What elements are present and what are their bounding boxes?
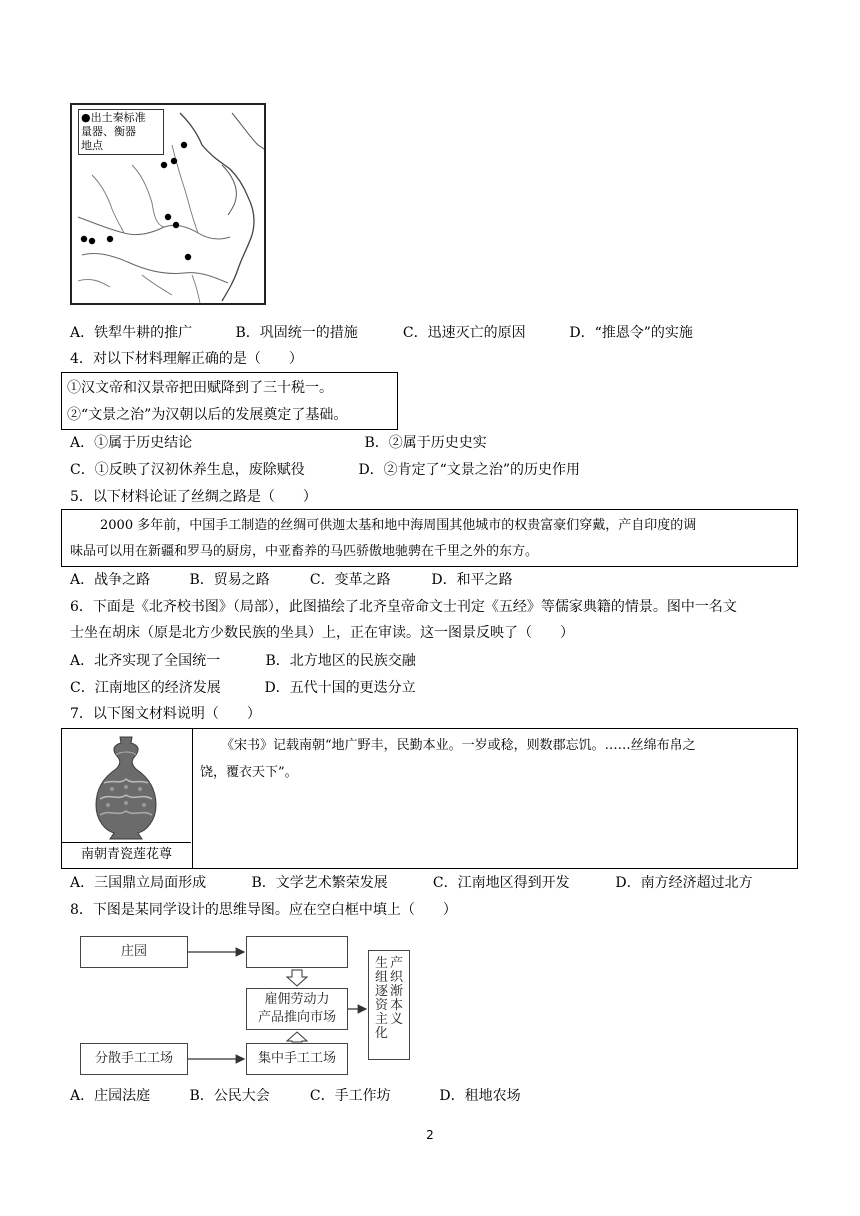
q4-options-row-2 [70, 460, 580, 480]
q5-option-d: D．和平之路 [431, 572, 513, 588]
q5-material-line-1: 2000 多年前，中国手工制造的丝绸可供迦太基和地中海周围其他城市的权贵富豪们穿戴，产自印度的调 [100, 518, 697, 533]
legend-line: ●出土秦标准 [81, 111, 146, 124]
q4-material-line-2: ②“文景之治”为汉朝以后的发展奠定了基础。 [67, 407, 348, 423]
q3-option-a: A．铁犁牛耕的推广 [70, 325, 193, 341]
q7-text-line-1: 《宋书》记载南朝“地广野丰，民勤本业。一岁或稔，则数郡忘饥。……丝绵布帛之 [221, 738, 696, 753]
q4-option-b: B．②属于历史史实 [364, 435, 487, 451]
q6-options-row-1 [70, 651, 416, 671]
q6-stem-line-2: 士坐在胡床（原是北方少数民族的坐具）上，正在审读。这一图景反映了（ ） [70, 625, 574, 641]
q3-option-b: B．巩固统一的措施 [235, 325, 358, 341]
q5-material-box [61, 509, 798, 567]
box-manor: 庄园 [80, 936, 188, 968]
q3-option-d: D．“推恩令”的实施 [569, 325, 693, 341]
q5-options [70, 570, 513, 590]
celadon-vase-image [86, 733, 166, 841]
q4-option-c: C．①反映了汉初休养生息，废除赋役 [70, 462, 305, 478]
q5-material-line-2: 味品可以用在新疆和罗马的厨房，中亚畜养的马匹骄傲地驰骋在千里之外的东方。 [70, 544, 539, 559]
q3-option-c: C．迅速灭亡的原因 [402, 325, 526, 341]
cap-char: 义 [390, 1012, 404, 1027]
q4-option-a: A．①属于历史结论 [70, 435, 193, 451]
q7-options [70, 873, 753, 893]
box-blank [246, 936, 348, 968]
q8-option-a: A．庄园法庭 [70, 1088, 151, 1104]
q7-image-caption: 南朝青瓷莲花尊 [62, 842, 191, 868]
map-legend [78, 109, 164, 155]
q7-option-d: D．南方经济超过北方 [615, 875, 753, 891]
cap-char: 主 [374, 1012, 388, 1027]
q5-stem: 5．以下材料论证了丝绸之路是（ ） [70, 489, 317, 505]
q6-option-a: A．北齐实现了全国统一 [70, 653, 221, 669]
cap-char: 逐 [374, 984, 388, 999]
legend-dot-icon: ● [81, 111, 91, 124]
box-wage-line-1: 雇佣劳动力 [264, 992, 330, 1007]
q8-options [70, 1086, 521, 1106]
page-number: 2 [426, 1128, 434, 1142]
cap-char: 本 [390, 998, 404, 1013]
cap-char: 资 [374, 998, 388, 1013]
q6-options-row-2 [70, 678, 416, 698]
box-wage-line-2: 产品推向市场 [257, 1010, 336, 1025]
cap-char: 化 [374, 1026, 388, 1041]
q7-image-cell [62, 729, 193, 868]
q7-stem: 7．以下图文材料说明（ ） [70, 706, 261, 722]
q3-options [70, 323, 693, 343]
site-marker [181, 142, 187, 148]
hollow-arrow-up [287, 1032, 307, 1042]
box-wage-labor [246, 988, 348, 1030]
q7-option-a: A．三国鼎立局面形成 [70, 875, 207, 891]
q7-option-b: B．文学艺术繁荣发展 [251, 875, 388, 891]
box-capitalism [368, 950, 410, 1060]
q6-option-c: C．江南地区的经济发展 [70, 680, 221, 696]
site-marker [185, 254, 191, 260]
cap-char: 织 [390, 970, 404, 985]
box-scattered-workshop: 分散手工工场 [80, 1043, 188, 1075]
site-marker [161, 162, 167, 168]
hollow-arrow-down [287, 970, 307, 986]
q5-option-b: B．贸易之路 [189, 572, 270, 588]
box-centralized-workshop: 集中手工工场 [246, 1043, 348, 1075]
site-marker [107, 236, 113, 242]
cap-char: 生 [374, 956, 388, 971]
site-marker [171, 158, 177, 164]
q6-option-d: D．五代十国的更迭分立 [264, 680, 416, 696]
q7-material-table [61, 728, 798, 869]
q7-option-c: C．江南地区得到开发 [432, 875, 570, 891]
q8-mind-map [70, 930, 420, 1080]
legend-line: 量器、衡器 [81, 125, 136, 138]
q4-material-line-1: ①汉文帝和汉景帝把田赋降到了三十税一。 [67, 380, 333, 396]
map-figure [70, 103, 266, 305]
site-marker [173, 222, 179, 228]
q7-text-line-2: 饶，覆衣天下”。 [200, 765, 298, 780]
q8-stem: 8．下图是某同学设计的思维导图。应在空白框中填上（ ） [70, 902, 457, 918]
site-marker [81, 236, 87, 242]
q4-options-row-1 [70, 433, 487, 453]
site-marker [165, 214, 171, 220]
cap-char: 渐 [390, 984, 404, 999]
q8-option-b: B．公民大会 [189, 1088, 270, 1104]
q4-option-d: D．②肯定了“文景之治”的历史作用 [358, 462, 580, 478]
q4-stem: 4．对以下材料理解正确的是（ ） [70, 351, 303, 367]
q8-option-c: C．手工作坊 [309, 1088, 391, 1104]
q4-material-box [61, 372, 398, 430]
site-marker [89, 238, 95, 244]
q6-option-b: B．北方地区的民族交融 [265, 653, 416, 669]
q6-stem-line-1: 6．下面是《北齐校书图》（局部），此图描绘了北齐皇帝命文士刊定《五经》等儒家典籍的情景。图中一名文 [70, 599, 737, 615]
q5-option-c: C．变革之路 [309, 572, 391, 588]
legend-line: 地点 [81, 139, 103, 152]
cap-char: 组 [374, 970, 388, 985]
q8-option-d: D．租地农场 [439, 1088, 521, 1104]
q5-option-a: A．战争之路 [70, 572, 151, 588]
cap-char: 产 [390, 956, 404, 971]
